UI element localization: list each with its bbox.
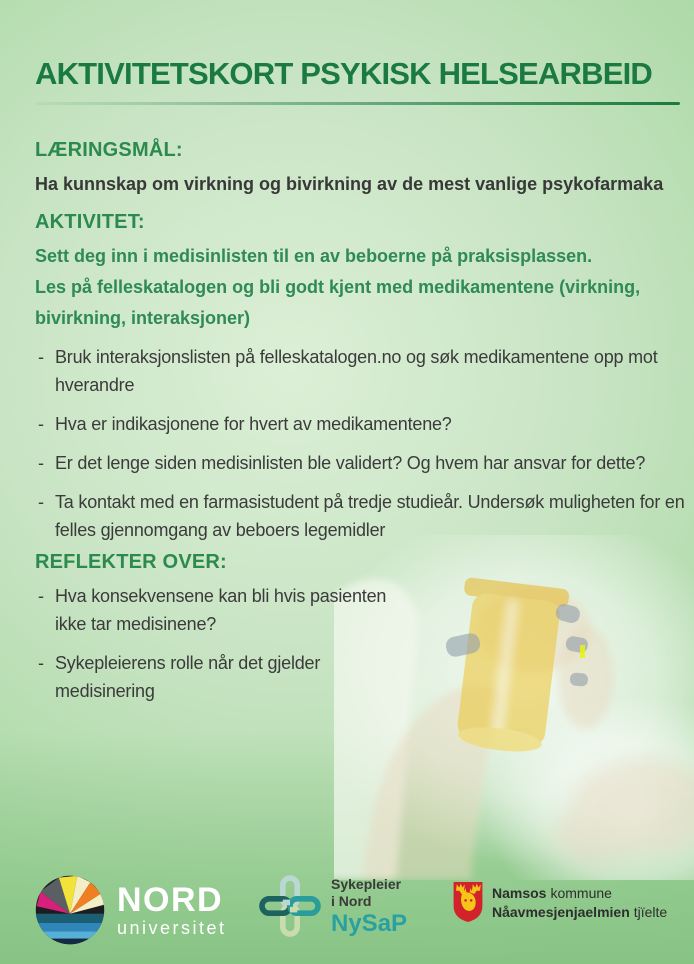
- nord-university-logo: [33, 873, 227, 947]
- aktivitet-bullet-2: - Hva er indikasjonene for hvert av medikamentene?: [38, 410, 688, 438]
- namsos-kommune-logo: [452, 880, 667, 924]
- nord-wordmark: NORD: [117, 880, 224, 919]
- nysap-logo-text: [331, 876, 407, 937]
- namsos-name-bold: Namsos: [492, 885, 547, 901]
- nysap-wordmark: NySaP: [331, 909, 408, 937]
- nysap-logo: [258, 874, 407, 938]
- aktivitet-bullet-list: [38, 343, 688, 555]
- aktivitet-intro: [35, 241, 657, 334]
- nord-globe-icon: [33, 873, 107, 947]
- aktivitet-intro-line2: Les på felleskatalogen og bli godt kjent med medikamentene (virkning, bivirkning, interaksjoner): [35, 277, 641, 328]
- namsos-name-rest: kommune: [550, 885, 612, 901]
- reflekter-bullet-list: [38, 582, 396, 716]
- nysap-org-line1: Sykepleier: [331, 875, 402, 892]
- laeringsmaal-body: Ha kunnskap om virkning og bivirkning av de mest vanlige psykofarmaka: [35, 174, 664, 194]
- aktivitet-intro-line1: Sett deg inn i medisinlisten til en av beboerne på praksisplassen.: [35, 246, 593, 266]
- reflekter-bullet-1: - Hva konsekvensene kan bli hvis pasienten ikke tar medisinene?: [38, 582, 396, 638]
- laeringsmaal-heading: LÆRINGSMÅL:: [35, 139, 183, 161]
- nysap-org-line2: i Nord: [331, 892, 372, 909]
- namsos-logo-text: [492, 884, 667, 922]
- nord-subtitle: universitet: [117, 917, 227, 938]
- yellow-marker: [580, 645, 585, 658]
- namsos-name-line: [492, 884, 667, 903]
- namsos-sami-line: [492, 903, 667, 922]
- chain-links-icon: [258, 874, 322, 938]
- title-divider: [35, 102, 680, 105]
- reflekter-heading: REFLEKTER OVER:: [35, 551, 227, 573]
- aktivitet-bullet-4: - Ta kontakt med en farmasistudent på tredje studieår. Undersøk muligheten for en felles gjennomgang av beboers legemidler: [38, 488, 688, 544]
- page-title: AKTIVITETSKORT PSYKISK HELSEARBEID: [35, 56, 652, 91]
- footer-logos: [0, 862, 694, 964]
- aktivitet-bullet-1: - Bruk interaksjonslisten på felleskatalogen.no og søk medikamentene opp mot hverandre: [38, 343, 688, 399]
- namsos-sami-rest: tjïelte: [633, 904, 668, 920]
- reflekter-bullet-2: - Sykepleierens rolle når det gjelder medisinering: [38, 649, 396, 705]
- namsos-coat-of-arms-icon: [452, 880, 484, 924]
- namsos-sami-bold: Nåavmesjenjaelmien: [492, 904, 630, 920]
- aktivitet-heading: AKTIVITET:: [35, 211, 145, 233]
- nord-logo-text: [117, 880, 227, 938]
- aktivitet-bullet-3: - Er det lenge siden medisinlisten ble validert? Og hvem har ansvar for dette?: [38, 449, 688, 477]
